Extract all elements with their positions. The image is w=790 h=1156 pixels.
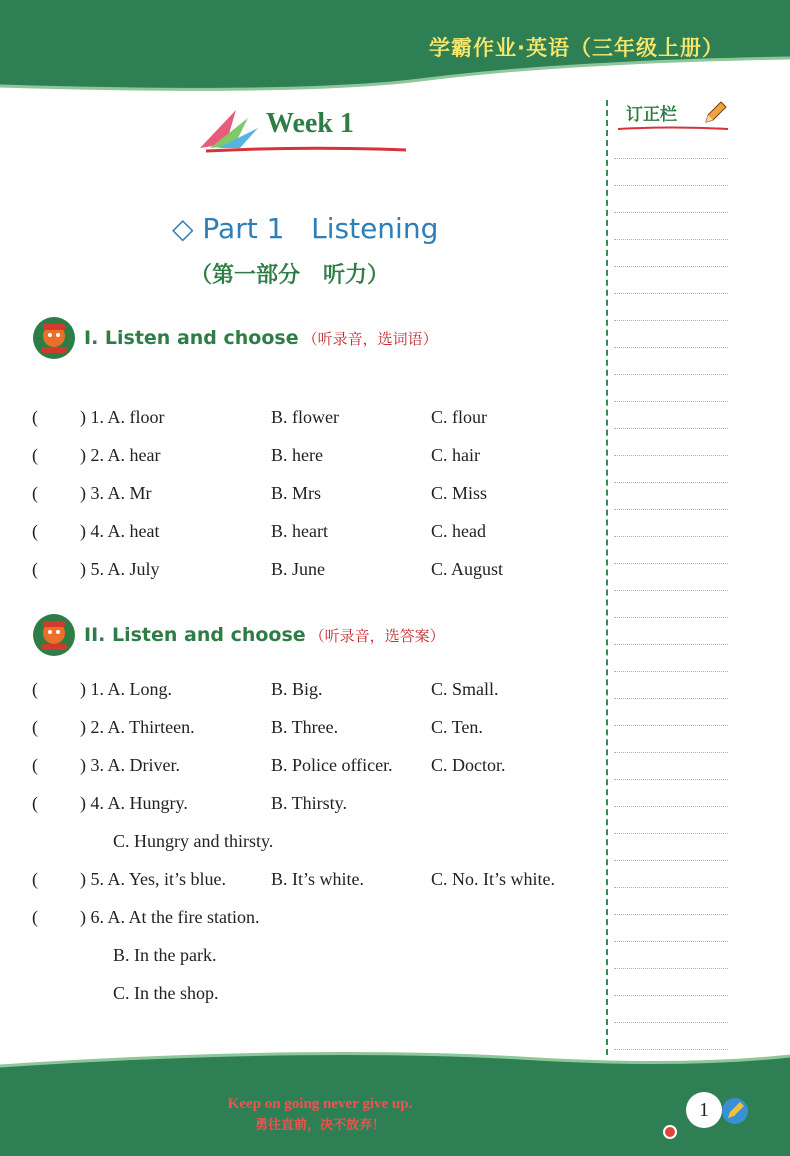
correction-line [614,590,728,591]
question-option-a: ) 2. A. Thirteen. [80,717,195,737]
section-2-title: II. Listen and choose [84,624,306,646]
question-option-a: ) 2. A. hear [80,445,161,465]
page-number: 1 [686,1092,722,1128]
week-underline [206,146,406,154]
answer-bracket: ( [32,679,38,699]
question-option-b: B. June [271,559,325,579]
correction-line [614,995,728,996]
correction-line [614,293,728,294]
red-dot-icon [662,1124,678,1140]
question-option-c: C. flour [431,407,487,427]
correction-line [614,401,728,402]
correction-line [614,1022,728,1023]
correction-line [614,860,728,861]
section-1-subtitle: （听录音，选词语） [302,329,438,348]
correction-line [614,347,728,348]
question-option-a: ) 4. A. heat [80,521,160,541]
section-2-heading [32,613,445,657]
question-option-b: B. It’s white. [271,869,364,889]
answer-bracket: ( [32,755,38,775]
week-heading [196,104,416,154]
column-divider [606,100,608,1055]
question-option-b: B. Three. [271,717,339,737]
correction-line [614,428,728,429]
pencil-icon [720,1096,750,1126]
question-option-c: C. head [431,521,486,541]
answer-bracket: ( [32,907,38,927]
footer-motto-english: Keep on going never give up. [227,1096,413,1112]
section-1-heading [32,316,438,360]
question-option-a: ) 3. A. Driver. [80,755,180,775]
part-subtitle: （第一部分 听力） [190,263,389,288]
correction-line [614,563,728,564]
answer-bracket: ( [32,869,38,889]
correction-line [614,887,728,888]
section-1-title: I. Listen and choose [84,327,299,349]
option-text: C. Hungry and thirsty. [113,831,274,851]
question-option-b: B. flower [271,407,339,427]
correction-line [614,725,728,726]
correction-line [614,914,728,915]
question-option-c: C. Doctor. [431,755,506,775]
question-option-a: ) 6. A. At the fire station. [80,907,260,927]
question-option-a: ) 1. A. Long. [80,679,172,699]
pencil-icon [702,100,728,126]
correction-line [614,833,728,834]
section-2-subtitle: （听录音，选答案） [309,626,445,645]
correction-line [614,212,728,213]
answer-bracket: ( [32,521,38,541]
correction-line [614,968,728,969]
question-option-c: C. August [431,559,504,579]
question-option-c: C. No. It’s white. [431,869,555,889]
answer-bracket: ( [32,793,38,813]
correction-line [614,320,728,321]
question-option-b: B. Police officer. [271,755,393,775]
footer-wave [0,1046,790,1076]
question-option-c: C. Small. [431,679,499,699]
question-option-a: ) 4. A. Hungry. [80,793,188,813]
correction-line [614,644,728,645]
answer-bracket: ( [32,717,38,737]
correction-line [614,158,728,159]
correction-line [614,455,728,456]
question-option-a: ) 1. A. floor [80,407,165,427]
header-title: 学霸作业·英语（三年级上册） [429,36,724,60]
correction-line [614,185,728,186]
page-header [0,0,790,92]
correction-line [614,941,728,942]
correction-column-title: 订正栏 [626,105,677,125]
correction-line [614,239,728,240]
correction-line [614,671,728,672]
correction-line [614,482,728,483]
correction-line [614,536,728,537]
correction-line [614,374,728,375]
correction-underline [618,126,728,132]
part-title: ◇ Part 1 Listening [172,212,439,245]
question-option-c: C. hair [431,445,480,465]
question-option-b: B. here [271,445,323,465]
answer-bracket: ( [32,559,38,579]
answer-bracket: ( [32,407,38,427]
question-option-c: C. Miss [431,483,488,503]
question-option-a: ) 3. A. Mr [80,483,152,503]
correction-line [614,617,728,618]
correction-line [614,752,728,753]
option-text: B. In the park. [113,945,217,965]
correction-column [606,100,736,1055]
answer-bracket: ( [32,483,38,503]
footer-motto-chinese: 勇往直前，决不放弃！ [254,1118,385,1133]
week-title: Week 1 [266,108,354,139]
correction-line [614,806,728,807]
option-text: C. In the shop. [113,983,219,1003]
mascot-icon [32,613,76,657]
correction-line [614,266,728,267]
correction-line [614,698,728,699]
question-option-a: ) 5. A. Yes, it’s blue. [80,869,227,889]
correction-line [614,779,728,780]
question-option-b: B. heart [271,521,328,541]
question-option-b: B. Big. [271,679,323,699]
brush-strokes-icon [196,104,266,152]
mascot-icon [32,316,76,360]
question-option-b: B. Thirsty. [271,793,348,813]
answer-bracket: ( [32,445,38,465]
question-option-c: C. Ten. [431,717,483,737]
question-option-b: B. Mrs [271,483,322,503]
question-option-a: ) 5. A. July [80,559,160,579]
correction-line [614,509,728,510]
